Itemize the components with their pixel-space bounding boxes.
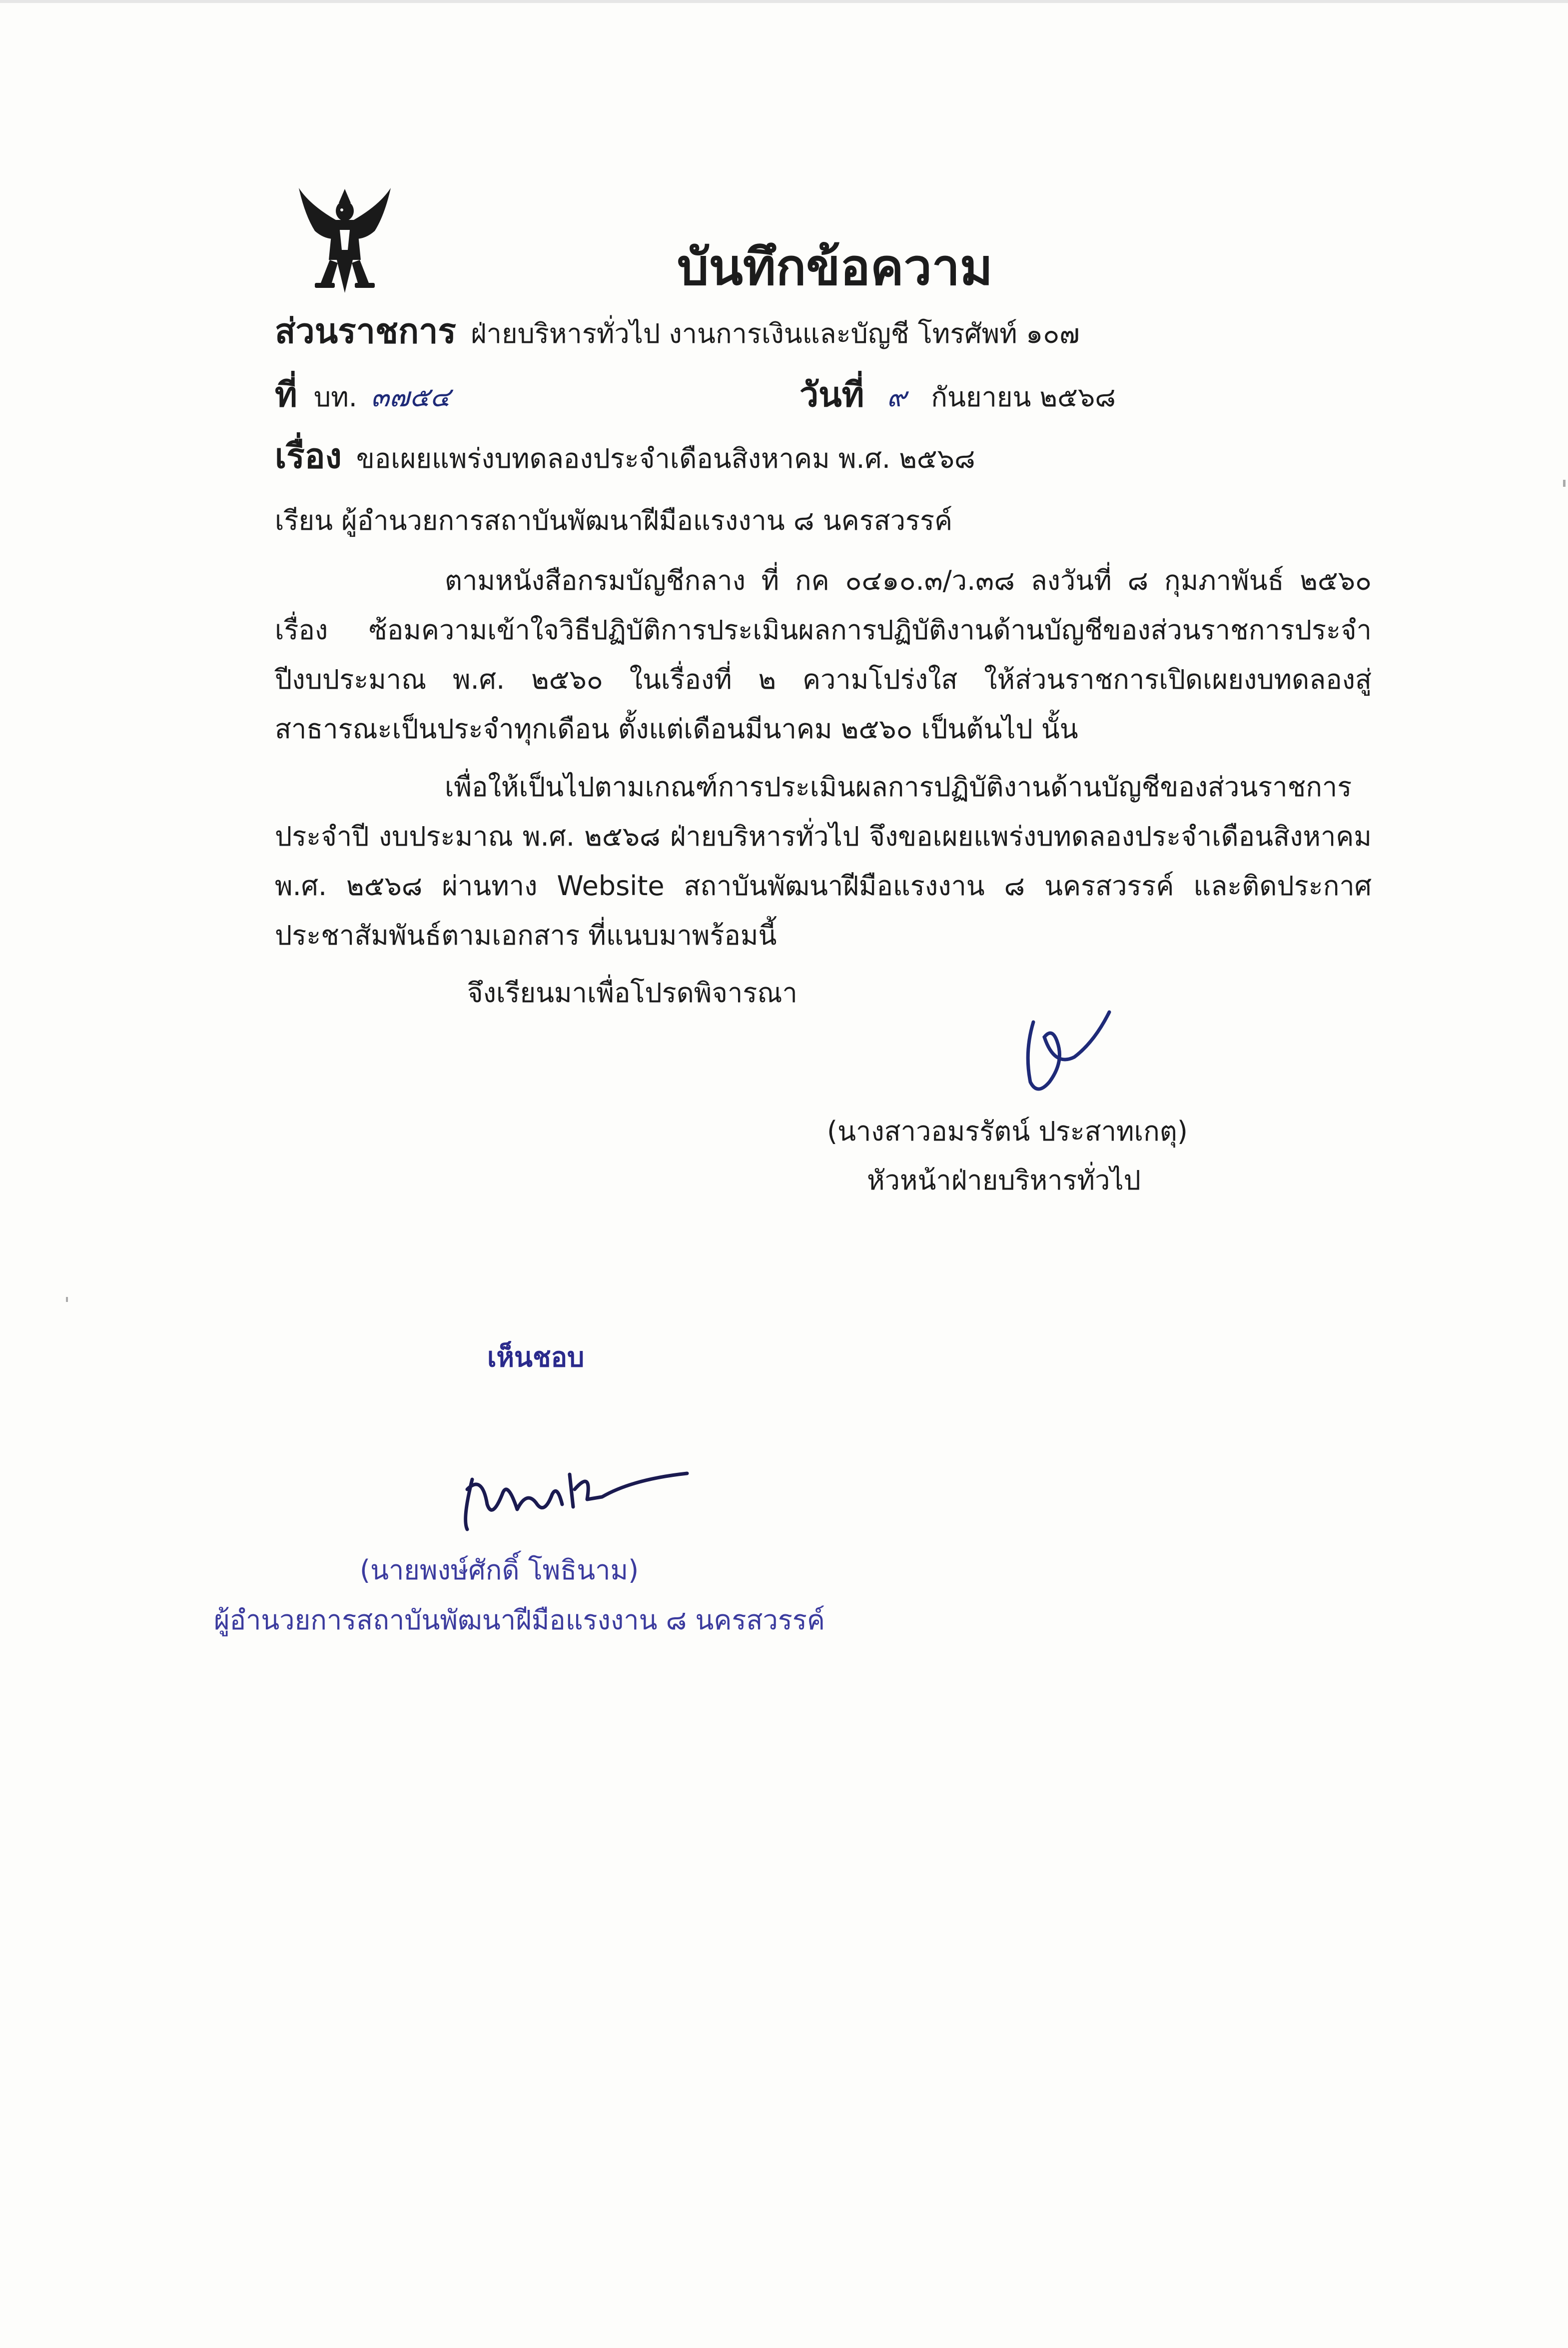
approver-name: (นายพงษ์ศักดิ์ โพธินาม) xyxy=(360,1554,639,1586)
body-paragraph-1: ตามหนังสือกรมบัญชีกลาง ที่ กค ๐๔๑๐.๓/ว.๓๘ ลงวันที่ ๘ กุมภาพันธ์ ๒๕๖๐ เรื่อง ซ้อมความเข้าใจวิธีปฏิบัติการประเมินผลการปฏิบัติงานด้านบัญชีของส่วนราชการประจำปีงบประมาณ พ.ศ. ๒๕๖๐ ในเรื่องที่ ๒ ความโปร่งใส ให้ส่วนราชการเปิดเผยงบทดลองสู่สาธารณะเป็นประจำทุกเดือน ตั้งแต่เดือนมีนาคม ๒๕๖๐ เป็นต้นไป นั้น xyxy=(275,565,1372,745)
garuda-emblem xyxy=(295,185,395,295)
approver-position: ผู้อำนวยการสถาบันพัฒนาฝีมือแรงงาน ๘ นครสวรรค์ xyxy=(214,1604,825,1636)
date-line xyxy=(799,367,1116,421)
subject-value: ขอเผยแพร่งบทดลองประจำเดือนสิงหาคม พ.ศ. ๒๕๖๘ xyxy=(356,443,975,474)
ref-number: ๓๗๕๔ xyxy=(371,381,451,413)
ref-label: ที่ xyxy=(275,375,297,415)
agency-value: ฝ่ายบริหารทั่วไป งานการเงินและบัญชี โทรศัพท์ ๑๐๗ xyxy=(471,318,1080,349)
approval-note: เห็นชอบ xyxy=(487,1341,585,1373)
closing-line: จึงเรียนมาเพื่อโปรดพิจารณา xyxy=(467,977,797,1009)
agency-line xyxy=(275,304,1080,358)
body-paragraph-2: เพื่อให้เป็นไปตามเกณฑ์การประเมินผลการปฏิบัติงานด้านบัญชีของส่วนราชการประจำปี งบประมาณ พ.ศ. ๒๕๖๘ ฝ่ายบริหารทั่วไป จึงขอเผยแพร่งบทดลองประจำเดือนสิงหาคม พ.ศ. ๒๕๖๘ ผ่านทาง Website สถาบันพัฒนาฝีมือแรงงาน ๘ นครสวรรค์ และติดประกาศประชาสัมพันธ์ตามเอกสาร ที่แนบมาพร้อมนี้ xyxy=(275,771,1372,951)
subject-label: เรื่อง xyxy=(275,437,342,476)
signer1-name: (นางสาวอมรรัตน์ ประสาทเกตุ) xyxy=(827,1116,1188,1147)
signature-2 xyxy=(452,1459,712,1534)
signature-1 xyxy=(1009,1007,1119,1102)
ref-line xyxy=(275,367,450,421)
memo-title: บันทึกข้อความ xyxy=(677,238,993,296)
date-day: ๙ xyxy=(886,381,907,413)
date-label: วันที่ xyxy=(799,375,864,415)
date-month-year: กันยายน ๒๕๖๘ xyxy=(931,381,1116,413)
subject-line xyxy=(275,429,975,483)
scan-edge-top xyxy=(0,0,1568,3)
addressee: เรียน ผู้อำนวยการสถาบันพัฒนาฝีมือแรงงาน ๘ นครสวรรค์ xyxy=(275,505,953,536)
agency-label: ส่วนราชการ xyxy=(275,312,456,351)
ref-prefix: บท. xyxy=(313,381,357,413)
signer1-position: หัวหน้าฝ่ายบริหารทั่วไป xyxy=(867,1165,1141,1196)
scan-dot-left xyxy=(66,1297,68,1302)
scan-dot-right xyxy=(1563,480,1566,487)
